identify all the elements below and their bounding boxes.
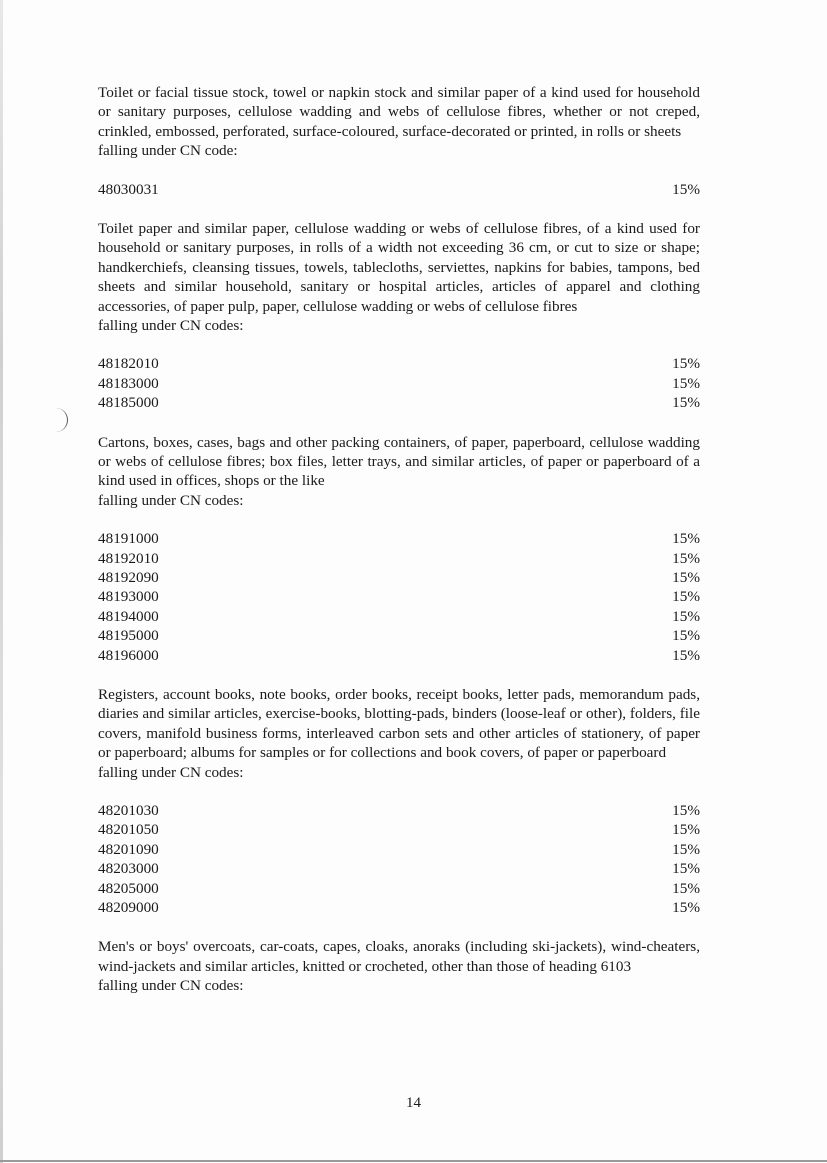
cn-code: 48185000 [98, 394, 159, 412]
cn-code: 48194000 [98, 607, 159, 625]
cn-code: 48201050 [98, 821, 159, 839]
section-tissue-stock [98, 83, 700, 199]
falling-under-label: falling under CN codes: [98, 317, 244, 335]
code-row [98, 646, 700, 665]
document-body [98, 83, 700, 996]
code-row [98, 898, 700, 917]
section-toilet-paper [98, 219, 700, 413]
duty-rate: 15% [672, 802, 700, 820]
code-row [98, 626, 700, 645]
duty-rate: 15% [672, 355, 700, 373]
code-row [98, 549, 700, 568]
code-row [98, 374, 700, 393]
cn-code: 48030031 [98, 180, 159, 198]
duty-rate: 15% [672, 588, 700, 606]
section-cartons-boxes [98, 433, 700, 665]
section-description: Registers, account books, note books, order books, receipt books, letter pads, memorandum pads, diaries and similar articles, exercise-books, blotting-pads, binders (loose-leaf or other), folders, file covers, manifold business forms, interleaved carbon sets and other articles of stationery, of paper or paperboard; albums for samples or for collections and book covers, of paper or paperboard [98, 685, 700, 762]
code-row [98, 859, 700, 878]
duty-rate: 15% [672, 627, 700, 645]
duty-rate: 15% [672, 898, 700, 916]
duty-rate: 15% [672, 530, 700, 548]
falling-under-label: falling under CN codes: [98, 977, 244, 995]
cn-code: 48183000 [98, 374, 159, 392]
code-row [98, 801, 700, 820]
code-row [98, 820, 700, 839]
section-description: Cartons, boxes, cases, bags and other packing containers, of paper, paperboard, cellulose wadding or webs of cellulose fibres; box files, letter trays, and similar articles, of paper or paperboard of a kind used in offices, shops or the like [98, 433, 700, 490]
falling-under-label: falling under CN code: [98, 142, 238, 160]
cn-code: 48192090 [98, 569, 159, 587]
duty-rate: 15% [672, 860, 700, 878]
code-row [98, 354, 700, 373]
cn-code-list [98, 180, 700, 199]
cn-code-list [98, 529, 700, 665]
section-description: Men's or boys' overcoats, car-coats, capes, cloaks, anoraks (including ski-jackets), wind-cheaters, wind-jackets and similar articles, knitted or crocheted, other than those of heading 6103 [98, 938, 700, 975]
duty-rate: 15% [672, 569, 700, 587]
code-row [98, 879, 700, 898]
falling-under-label: falling under CN codes: [98, 491, 244, 509]
duty-rate: 15% [672, 879, 700, 897]
cn-code: 48203000 [98, 860, 159, 878]
cn-code: 48193000 [98, 588, 159, 606]
cn-code-list [98, 354, 700, 412]
code-row [98, 840, 700, 859]
cn-code: 48182010 [98, 355, 159, 373]
duty-rate: 15% [672, 607, 700, 625]
cn-code: 48195000 [98, 627, 159, 645]
scan-punch-mark [55, 408, 68, 432]
scan-left-edge [0, 0, 3, 1163]
duty-rate: 15% [672, 374, 700, 392]
cn-code: 48196000 [98, 646, 159, 664]
duty-rate: 15% [672, 821, 700, 839]
code-row [98, 529, 700, 548]
duty-rate: 15% [672, 180, 700, 198]
code-row [98, 587, 700, 606]
cn-code: 48191000 [98, 530, 159, 548]
code-row [98, 393, 700, 412]
duty-rate: 15% [672, 646, 700, 664]
cn-code: 48205000 [98, 879, 159, 897]
duty-rate: 15% [672, 394, 700, 412]
falling-under-label: falling under CN codes: [98, 763, 244, 781]
duty-rate: 15% [672, 549, 700, 567]
code-row [98, 607, 700, 626]
cn-code: 48201030 [98, 802, 159, 820]
cn-code-list [98, 801, 700, 917]
section-description: Toilet or facial tissue stock, towel or napkin stock and similar paper of a kind used for household or sanitary purposes, cellulose wadding and webs of cellulose fibres, whether or not creped, crinkled, embossed, perforated, surface-coloured, surface-decorated or printed, in rolls or sheets [98, 84, 700, 140]
scan-bottom-edge [0, 1160, 827, 1162]
cn-code: 48209000 [98, 898, 159, 916]
section-mens-overcoats [98, 937, 700, 995]
page-number: 14 [406, 1095, 421, 1111]
cn-code: 48192010 [98, 549, 159, 567]
section-registers-stationery [98, 685, 700, 917]
code-row [98, 180, 700, 199]
duty-rate: 15% [672, 840, 700, 858]
code-row [98, 568, 700, 587]
cn-code: 48201090 [98, 840, 159, 858]
section-description: Toilet paper and similar paper, cellulose wadding or webs of cellulose fibres, of a kind used for household or sanitary purposes, in rolls of a width not exceeding 36 cm, or cut to size or shape; handkerchiefs, cleansing tissues, towels, tablecloths, serviettes, napkins for babies, tampons, bed sheets and similar household, sanitary or hospital articles, articles of apparel and clothing accessories, of paper pulp, paper, cellulose wadding or webs of cellulose fibres [98, 220, 700, 315]
